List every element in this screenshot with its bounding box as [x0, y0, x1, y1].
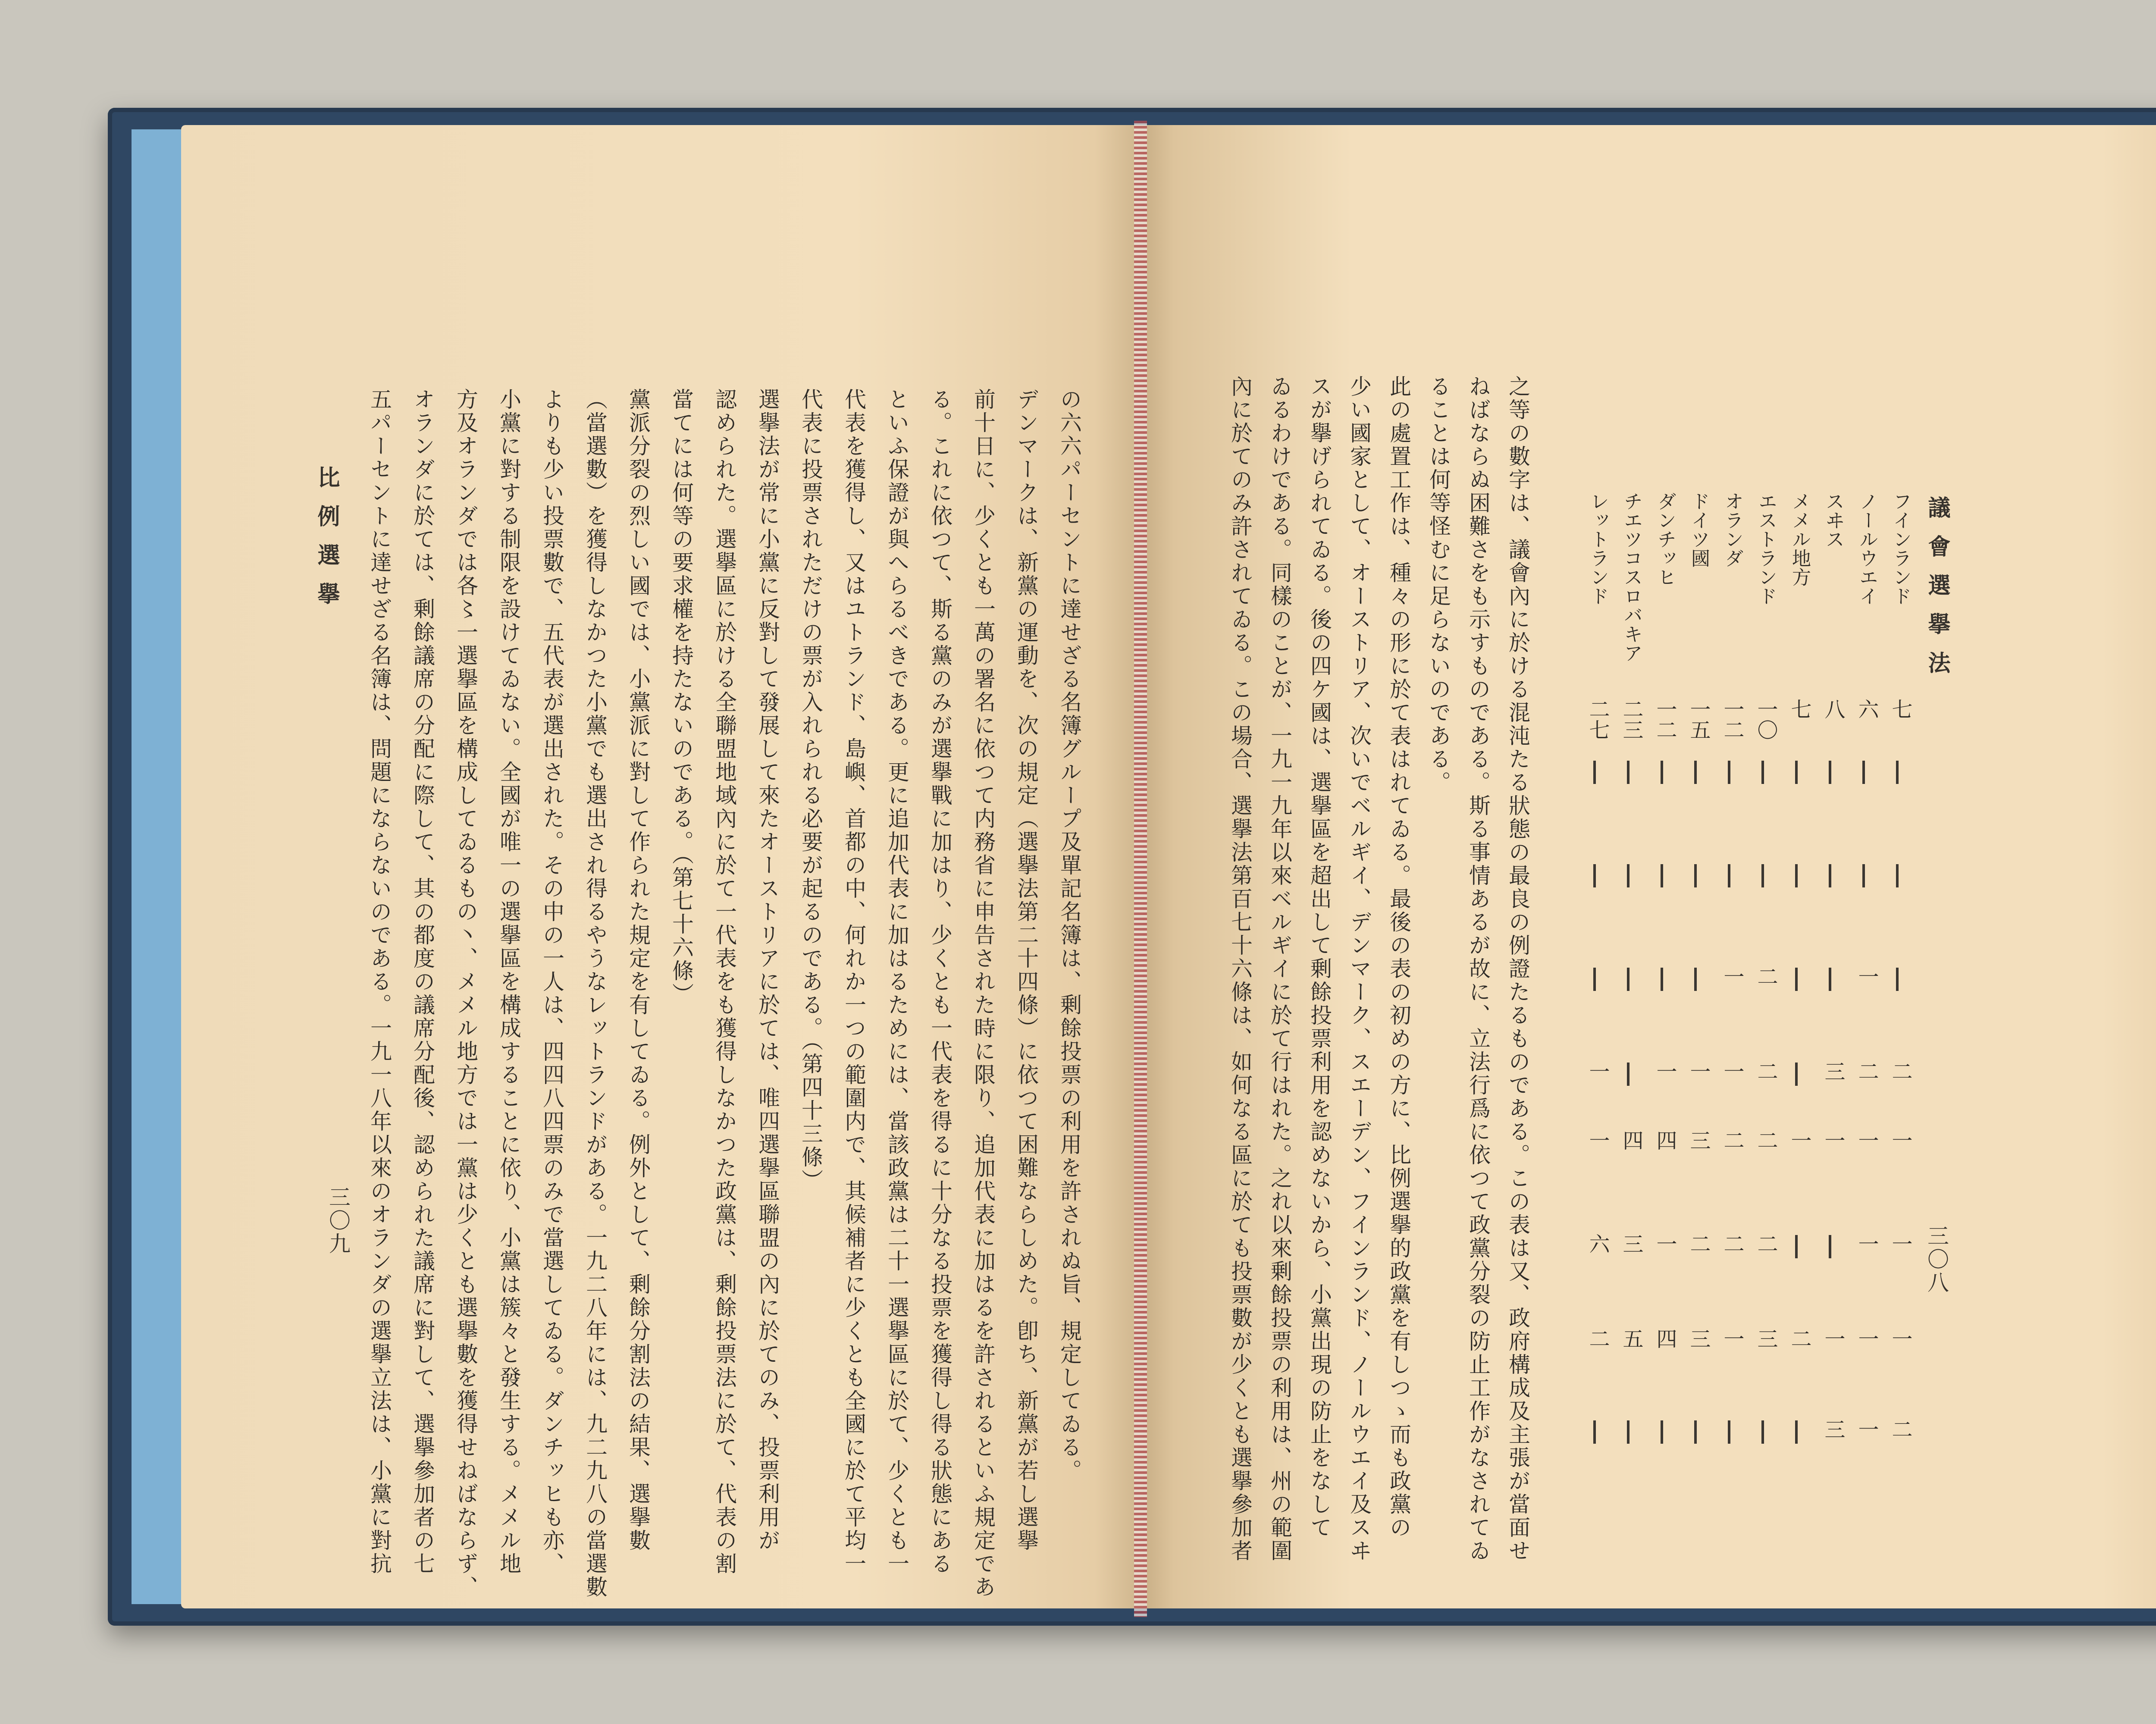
text-line: 內に於てのみ許されてゐる。この場合、選擧法第百七十六條は、如何なる區に於ても投票數が少くとも選擧參加者	[1228, 375, 1253, 1563]
table-cell: 一	[1821, 1328, 1845, 1349]
table-row-name: フインランド	[1890, 492, 1912, 605]
table-cell: 二	[1888, 1061, 1912, 1081]
table-cell-dash	[1829, 968, 1831, 991]
table-cell-dash	[1896, 864, 1899, 887]
table-cell: 七	[1888, 699, 1912, 719]
text-line: る。これに依つて、斯る黨のみが選擧戰に加はり、少くとも一代表を得るに十分なる投票を獲得し得る狀態にある	[928, 388, 953, 1576]
table-cell: 三	[1686, 1328, 1711, 1349]
text-line: デンマークは、新黨の運動を、次の規定（選擧法第二十四條）に依つて困難ならしめた。卽ち、新黨が若し選擧	[1014, 388, 1039, 1552]
text-line: 五パーセントに達せざる名簿は、問題にならないのである。一九一八年以來のオランダの選擧立法は、小黨に對抗	[367, 388, 392, 1576]
table-cell: 一	[1586, 1130, 1610, 1150]
table-cell-dash	[1694, 1420, 1697, 1444]
table-cell-dash	[1627, 968, 1630, 991]
table-row-name: ダンチッヒ	[1654, 492, 1676, 586]
table-cell: 二	[1855, 1061, 1879, 1081]
table-cell: 七	[1787, 699, 1811, 719]
right-page-number: 三〇八	[1924, 1225, 1949, 1295]
table-cell: 二	[1888, 1419, 1912, 1439]
text-line: 少い國家として、オーストリア、次いでベルギイ、デンマーク、スエーデン、フインランド、ノールウエイ及スヰ	[1347, 375, 1372, 1563]
text-line: ゐるわけである。同樣のことが、一九一九年以來ベルギイに於て行はれた。之れ以來剰餘投票の利用は、州の範圍	[1267, 375, 1292, 1563]
table-cell-dash	[1661, 968, 1663, 991]
table-cell-dash	[1694, 864, 1697, 887]
table-cell-dash	[1728, 761, 1730, 784]
table-cell: 八	[1821, 699, 1845, 719]
table-cell-dash	[1593, 761, 1596, 784]
table-cell-dash	[1661, 864, 1663, 887]
table-cell: 二三	[1619, 699, 1643, 740]
table-cell-dash	[1829, 761, 1831, 784]
table-cell-dash	[1795, 1063, 1798, 1086]
table-cell-dash	[1761, 864, 1764, 887]
table-cell: 一	[1586, 1061, 1610, 1081]
table-cell-dash	[1627, 864, 1630, 887]
table-cell-dash	[1593, 968, 1596, 991]
table-row-name: オランダ	[1721, 492, 1743, 567]
table-cell-dash	[1795, 1420, 1798, 1444]
table-cell: 五	[1619, 1328, 1643, 1349]
table-cell-dash	[1694, 761, 1697, 784]
text-line: 此の處置工作は、種々の形に於て表はれてゐる。最後の表の初めの方に、比例選擧的政黨を有しつゝ而も政黨の	[1386, 375, 1411, 1539]
table-cell-dash	[1593, 1420, 1596, 1444]
table-cell: 二	[1720, 1233, 1744, 1254]
text-line: 當てには何等の要求權を持たないのである。（第七十六條）	[669, 388, 694, 1006]
table-cell: 四	[1619, 1130, 1643, 1150]
text-line: 認められた。選擧區に於ける全聯盟地域內に於て一代表をも獲得しなかつた政黨は、剰餘投票法に於て、代表の割	[712, 388, 737, 1576]
table-row-name: エストランド	[1755, 492, 1777, 605]
table-cell: 一五	[1686, 699, 1711, 740]
text-line: （當選數）を獲得しなかつた小黨でも選出され得るやうなレットランドがある。一九二八年には、九二九八の當選數	[583, 388, 608, 1599]
table-cell-dash	[1761, 1420, 1764, 1444]
table-cell: 三	[1619, 1233, 1643, 1254]
table-cell: 一	[1855, 1130, 1879, 1150]
text-line: 代表を獲得し、又はユトランド、島嶼、首都の中、何れか一つの範圍内で、其候補者に少くとも全國に於て平均一	[841, 388, 866, 1576]
binding-gutter	[1134, 121, 1147, 1617]
table-row-name: チエツコスロバキア	[1620, 492, 1642, 662]
table-cell: 一二	[1653, 699, 1677, 740]
table-cell: 一	[1855, 1328, 1879, 1349]
table-cell: 一	[1855, 1419, 1879, 1439]
text-line: 之等の數字は、議會內に於ける混沌たる狀態の最良の例證たるものである。この表は又、政府構成及主張が當面せ	[1505, 375, 1530, 1563]
table-cell-dash	[1661, 761, 1663, 784]
right-page-header: 議會選擧法	[1924, 496, 1950, 690]
table-cell-dash	[1862, 864, 1865, 887]
table-cell: 一二	[1720, 699, 1744, 740]
table-cell-dash	[1795, 864, 1798, 887]
table-cell-dash	[1795, 1235, 1798, 1258]
text-line: 方及オランダでは各〻一選擧區を構成してゐるもの丶、メメル地方では一黨は少くとも選擧數を獲得せねばならず、	[453, 388, 478, 1599]
table-cell-dash	[1728, 864, 1730, 887]
text-line: の六六パーセントに達せざる名簿グループ及單記名簿は、剰餘投票の利用を許されぬ旨、規定してゐる。	[1057, 388, 1082, 1483]
table-cell-dash	[1862, 761, 1865, 784]
table-cell: 二	[1754, 1061, 1778, 1081]
table-cell: 四	[1653, 1130, 1677, 1150]
table-cell: 一	[1720, 966, 1744, 987]
table-cell-dash	[1694, 968, 1697, 991]
table-cell-dash	[1627, 1063, 1630, 1086]
table-cell-dash	[1593, 864, 1596, 887]
table-cell: 二	[1754, 966, 1778, 987]
left-page	[181, 125, 1143, 1608]
table-cell: 二七	[1586, 699, 1610, 740]
table-cell: 二	[1754, 1233, 1778, 1254]
left-page-header: 比例選擧	[313, 466, 340, 621]
text-line: よりも少い投票數で、五代表が選出された。その中の一人は、四四八四票のみで當選してゐる。ダンチッヒも亦、	[539, 388, 564, 1576]
table-cell: 一	[1720, 1328, 1744, 1349]
table-cell-dash	[1829, 864, 1831, 887]
text-line: ることは何等怪むに足らないのである。	[1426, 375, 1451, 794]
right-page	[1143, 125, 2156, 1608]
table-cell-dash	[1896, 968, 1899, 991]
text-line: オランダに於ては、剰餘議席の分配に際して、其の都度の議席分配後、認められた議席に對して、選擧參加者の七	[410, 388, 435, 1576]
table-cell: 二	[1754, 1130, 1778, 1150]
table-cell-dash	[1795, 968, 1798, 991]
table-cell: 三	[1821, 1419, 1845, 1439]
table-cell: 一	[1653, 1233, 1677, 1254]
text-line: ねばならぬ困難さをも示すものである。斯る事情あるが故に、立法行爲に依つて政黨分裂の防止工作がなされてゐ	[1466, 375, 1491, 1563]
table-cell-dash	[1627, 1420, 1630, 1444]
table-cell: 一	[1653, 1061, 1677, 1081]
table-cell: 一	[1821, 1130, 1845, 1150]
table-cell: 一	[1888, 1328, 1912, 1349]
table-cell: 三	[1686, 1130, 1711, 1150]
table-row-name: ドイツ國	[1688, 492, 1710, 567]
table-cell: 二	[1686, 1233, 1711, 1254]
text-line: 小黨に對する制限を設けてゐない。全國が唯一の選擧區を構成することに依り、小黨は簇々と發生する。メメル地	[496, 388, 521, 1576]
table-cell-dash	[1627, 761, 1630, 784]
text-line: スが擧げられてゐる。後の四ケ國は、選擧區を超出して剰餘投票利用を認めないから、小黨出現の防止をなして	[1307, 375, 1332, 1539]
table-row-name: メメル地方	[1789, 492, 1811, 586]
table-cell: 六	[1855, 699, 1879, 719]
text-line: 前十日に、少くとも一萬の署名に依つて内務省に申告された時に限り、追加代表に加はるを許されるといふ規定であ	[971, 388, 996, 1599]
table-cell: 二	[1787, 1328, 1811, 1349]
table-cell: 一	[1686, 1061, 1711, 1081]
table-row-name: ノールウエイ	[1856, 492, 1878, 605]
table-cell: 一	[1720, 1061, 1744, 1081]
table-cell: 一	[1855, 966, 1879, 987]
table-cell: 一	[1888, 1233, 1912, 1254]
table-cell: 一	[1855, 1233, 1879, 1254]
table-cell: 三	[1754, 1328, 1778, 1349]
table-cell-dash	[1795, 761, 1798, 784]
table-cell-dash	[1728, 1420, 1730, 1444]
left-page-number: 三〇九	[326, 1186, 351, 1256]
table-cell: 二	[1720, 1130, 1744, 1150]
table-cell-dash	[1761, 761, 1764, 784]
text-line: 代表に投票されただけの票が入れられる必要が起るのである。（第四十三條）	[798, 388, 823, 1192]
table-cell: 一〇	[1754, 699, 1778, 740]
text-line: といふ保證が與へらるべきである。更に追加代表に加はるためには、當該政黨は二十一選擧區に於て、少くとも一	[884, 388, 909, 1576]
table-cell: 一	[1787, 1130, 1811, 1150]
table-row-name: スヰス	[1822, 492, 1844, 549]
table-cell: 六	[1586, 1233, 1610, 1254]
table-cell: 二	[1586, 1328, 1610, 1349]
table-cell: 一	[1888, 1130, 1912, 1150]
table-cell-dash	[1896, 761, 1899, 784]
table-cell-dash	[1661, 1420, 1663, 1444]
table-cell-dash	[1829, 1235, 1831, 1258]
text-line: 黨派分裂の烈しい國では、小黨派に對して作られた規定を有してゐる。例外として、剰餘分割法の結果、選擧數	[626, 388, 651, 1552]
table-cell: 四	[1653, 1328, 1677, 1349]
text-line: 選擧法が常に小黨に反對して發展して來たオーストリアに於ては、唯四選擧區聯盟の內に於てのみ、投票利用が	[755, 388, 780, 1552]
table-row-name: レットランド	[1587, 492, 1609, 605]
table-cell: 三	[1821, 1061, 1845, 1081]
